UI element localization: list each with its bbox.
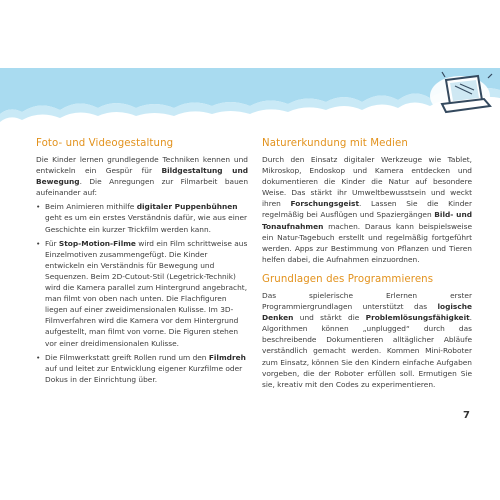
right-column <box>262 137 472 390</box>
list-item: • Die Filmwerkstatt greift Rollen rund um den Filmdreh auf und leitet zur Entwicklung eigener Kurzfilme oder Dokus in der Einrichtung über. <box>36 352 246 384</box>
intro-paragraph: Die Kinder lernen grundlegende Techniken kennen und entwickeln ein Gespür für Bildgestaltung und Bewegung. Die Anregungen zur Filmarbeit bauen aufeinander auf: <box>36 155 248 198</box>
section-heading-foto-video: Foto- und Videogestaltung <box>36 138 174 149</box>
list-item: • Beim Animieren mithilfe digitaler Puppenbühnen geht es um ein erstes Verständnis dafür, wie aus einer Geschichte ein kurzer Trickfilm werden kann. <box>36 202 248 234</box>
left-column <box>36 137 248 388</box>
cloud-banner <box>0 68 500 130</box>
list-item: • Für Stop-Motion-Filme wird ein Film schrittweise aus Einzelmotiven zusammengefügt. Die Kinder entwickeln ein Verständnis für Bewegung und Sequenzen. Beim 2D-Cutout-Stil (Legetrick-Technik) wird die Kamera parallel zum Hintergrund angebracht, man filmt von oben nach unten. Die Flachfiguren liegen auf einer zweidimensionalen Kulisse. Im 3D-Filmverfahren wird die Kamera vor dem Hintergrund aufgestellt, man filmt von vorne. Die Figuren stehen vor einer dreidimensionalen Kulisse. <box>36 238 248 348</box>
page-number: 7 <box>463 410 470 421</box>
section-heading-naturerkundung: Naturerkundung mit Medien <box>262 138 408 149</box>
programmieren-paragraph: Das spielerische Erlernen erster Programmiergrundlagen unterstützt das logische Denken und stärkt die Problemlösungsfähigkeit. Algorithmen können „unplugged“ durch das beschreibende Dokumentieren alltäglicher Abläufe verständlich gemacht werden. Kommen Mini-Roboter zum Einsatz, können Sie den Kindern einfache Aufgaben vorgeben, die der Roboter erfüllen soll. Ermutigen Sie sie, kreativ mit den Codes zu experimentieren. <box>262 290 472 389</box>
section-heading-programmieren: Grundlagen des Programmierens <box>262 273 434 285</box>
naturerkundung-paragraph: Durch den Einsatz digitaler Werkzeuge wie Tablet, Mikroskop, Endoskop und Kamera entdecken und dokumentieren die Kinder die Natur auf besondere Weise. Das stärkt ihr Umweltbewusstsein und weckt ihren Forschungsgeist. Lassen Sie die Kinder regelmäßig bei Ausflügen und Spaziergängen Bild- und Tonaufnahmen machen. Daraus kann beispielsweise ein Natur-Tagebuch erstellt und regelmäßig fortgeführt werden. Apps zur Bestimmung von Pflanzen und Tieren helfen dabei, die Aufnahmen einzuordnen. <box>262 155 472 264</box>
bullet-list <box>36 201 248 385</box>
